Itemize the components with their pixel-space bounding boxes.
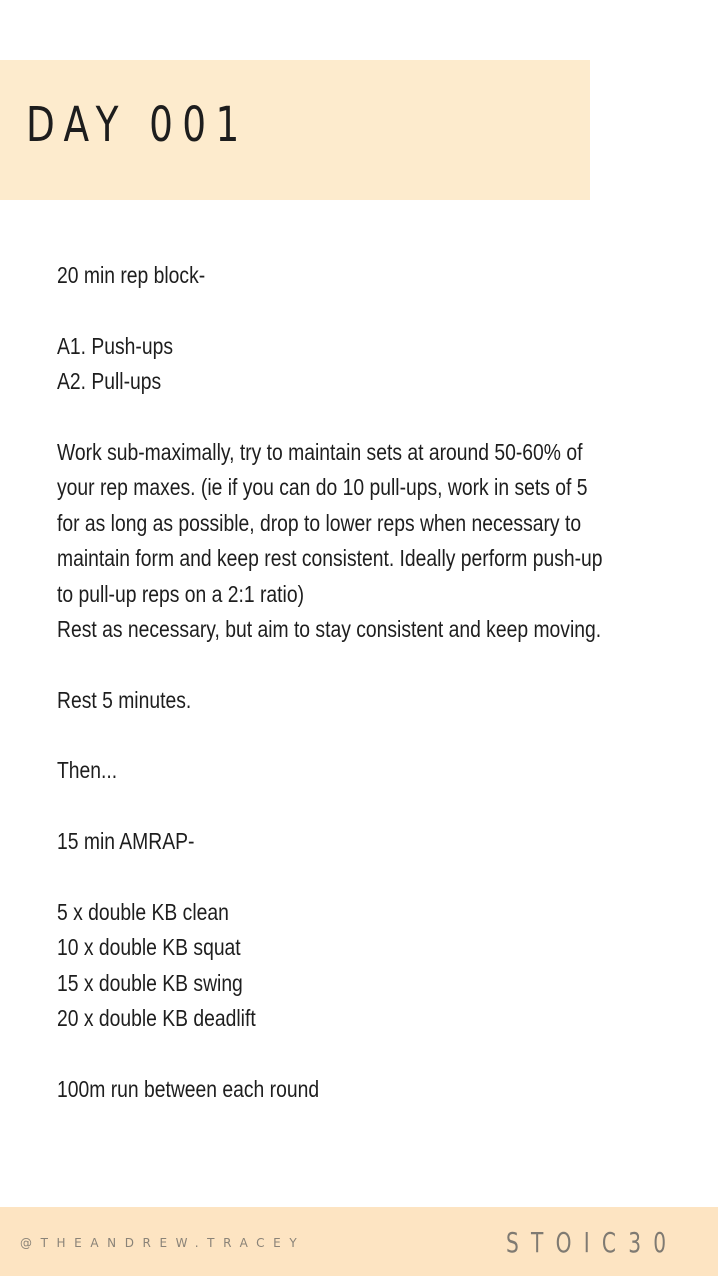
block2-item: 10 x double KB squat xyxy=(57,934,241,961)
spacer xyxy=(57,718,677,753)
instruction-line: maintain form and keep rest consistent. Ideally perform push-up xyxy=(57,545,603,572)
block1-title: 20 min rep block- xyxy=(57,262,206,288)
run-line: 100m run between each round xyxy=(57,1075,320,1102)
spacer xyxy=(57,1037,677,1072)
instruction-line: your rep maxes. (ie if you can do 10 pull-ups, work in sets of 5 xyxy=(57,474,588,501)
instruction-line: Work sub-maximally, try to maintain sets at around 50-60% of xyxy=(57,438,583,465)
block2-item: 5 x double KB clean xyxy=(57,899,229,926)
instruction-line: for as long as possible, drop to lower reps when necessary to xyxy=(57,509,582,536)
block1-item: A1. Push-ups xyxy=(57,332,173,359)
rest-line: Rest 5 minutes. xyxy=(57,686,192,713)
then-line: Then... xyxy=(57,757,118,784)
instruction-line: to pull-up reps on a 2:1 ratio) xyxy=(57,580,305,607)
block2-item: 15 x double KB swing xyxy=(57,969,243,996)
block2-title: 15 min AMRAP- xyxy=(57,828,195,855)
spacer xyxy=(57,400,677,435)
block1-item: A2. Pull-ups xyxy=(57,368,162,395)
block2-item: 20 x double KB deadlift xyxy=(57,1005,256,1032)
brand-logo-text: STOIC30 xyxy=(506,1226,679,1259)
spacer xyxy=(57,647,677,682)
instruction-line: Rest as necessary, but aim to stay consistent and keep moving. xyxy=(57,615,602,642)
spacer xyxy=(57,860,677,895)
social-handle: @THEANDREW.TRACEY xyxy=(20,1236,306,1250)
day-title: DAY 001 xyxy=(26,97,249,153)
spacer xyxy=(57,293,677,328)
workout-content xyxy=(57,258,677,1107)
spacer xyxy=(57,789,677,824)
